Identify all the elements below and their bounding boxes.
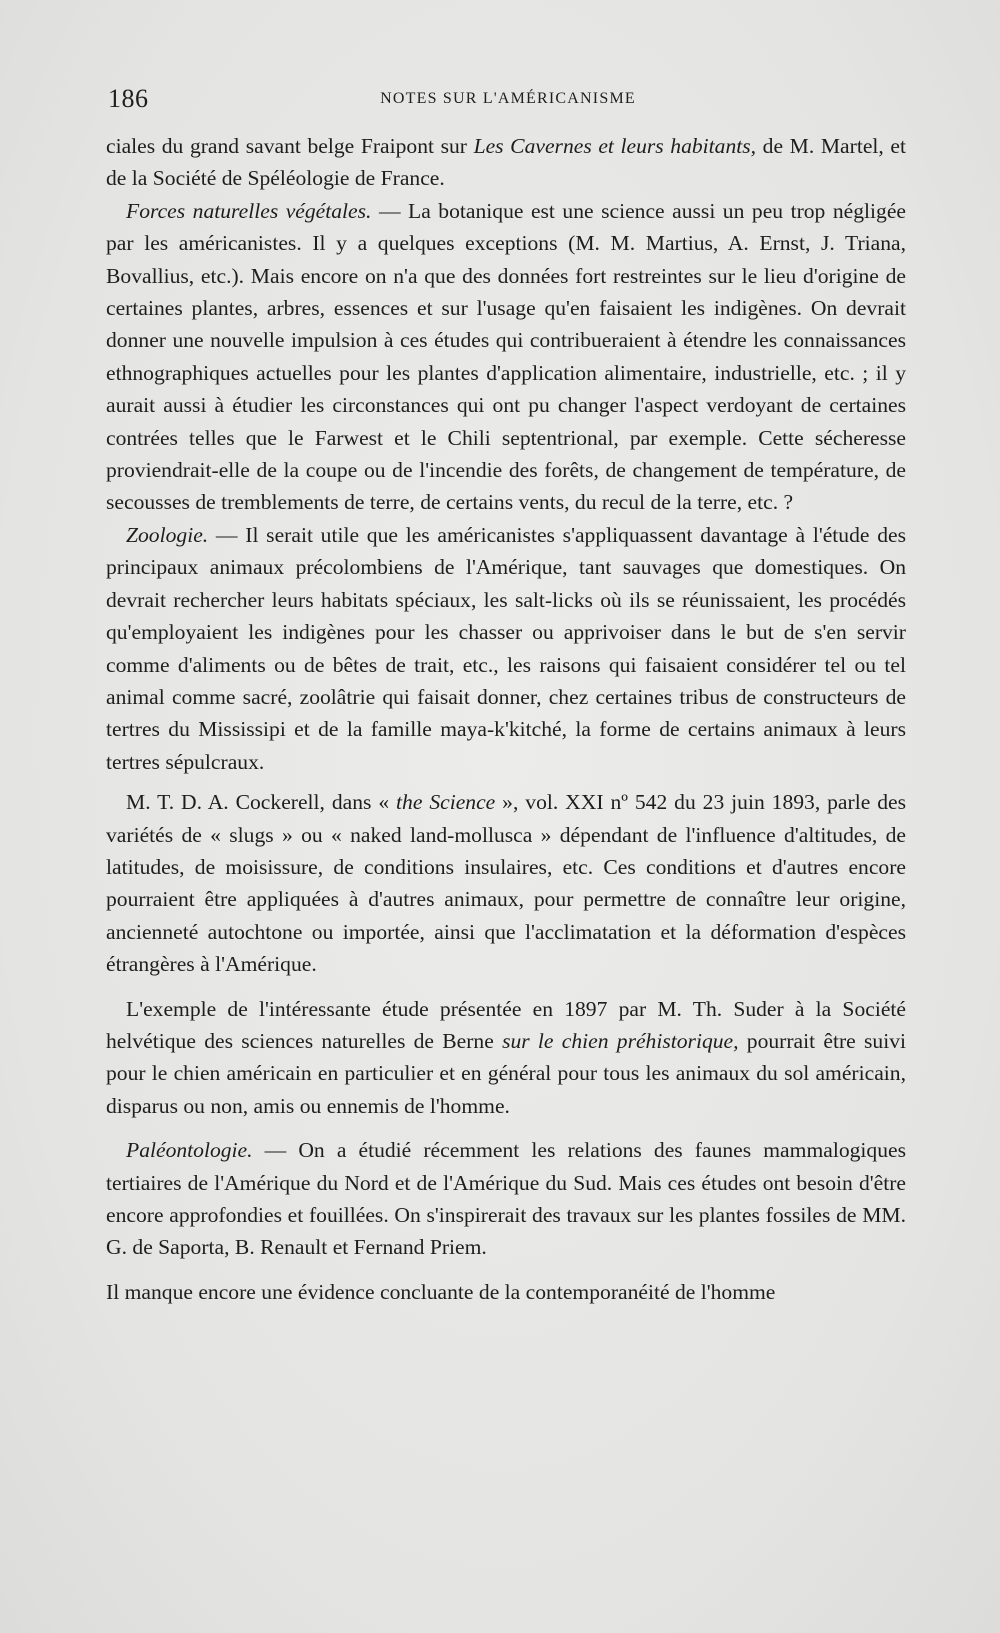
- paragraph-1-italic-title: Les Cavernes et leurs habitants,: [473, 134, 757, 158]
- paragraph-cockerell-text: M. T. D. A. Cockerell, dans «: [126, 790, 397, 815]
- paragraph-cockerell-text-after: », vol. XXI nº 542 du 23 juin 1893, parle des variétés de « slugs » ou « naked land-mollusca » dépendant de l'influence d'altitudes, de latitudes, de moisissure, de conditions insulaires, etc. Ces conditions et d'autres encore pourraient être appliquées à d'autres animaux, pour permettre de connaître leur origine, ancienneté autochtone ou importée, ainsi que l'acclimatation et la déformation d'espèces étrangères à l'Amérique.: [106, 790, 906, 977]
- page-body: [106, 130, 906, 1308]
- paragraph-cockerell-journal: the Science: [396, 790, 496, 815]
- section-heading-paleontologie: Paléontologie.: [126, 1138, 253, 1163]
- section-heading-zoologie: Zoologie.: [126, 522, 209, 547]
- paragraph-suder-text: L'exemple de l'intéressante étude présentée en 1897 par M. Th. Suder à la Société helvétique des sciences naturelles de Berne: [106, 996, 906, 1053]
- paragraph-suder: [106, 993, 906, 1123]
- paragraph-forces-vegetales-text: — La botanique est une science aussi un peu trop négligée par les américanistes. Il y a quelques exceptions (M. M. Martius, A. Ernst, J. Triana, Bovallius, etc.). Mais encore on n'a que des données fort restreintes sur le lieu d'origine de certaines plantes, arbres, essences et sur l'usage qu'en faisaient les indigènes. On devrait donner une nouvelle impulsion à ces études qui contribueraient à étendre les connaissances ethnographiques actuelles pour les plantes d'application alimentaire, industrielle, etc. ; il y aurait aussi à étudier les circonstances qui ont pu changer l'aspect verdoyant de certaines contrées telles que le Farwest et le Chili septentrional, par exemple. Cette sécheresse proviendrait-elle de la coupe ou de l'incendie des forêts, de changement de température, de secousses de tremblements de terre, de certains vents, du recul de la terre, etc. ?: [106, 198, 906, 515]
- paragraph-zoologie: [106, 519, 906, 778]
- running-title: NOTES SUR L'AMÉRICANISME: [380, 90, 636, 107]
- paragraph-forces-vegetales: [106, 195, 906, 519]
- section-heading-forces-vegetales: Forces naturelles végétales.: [126, 198, 372, 223]
- paragraph-paleontologie: [106, 1134, 906, 1264]
- paragraph-1-text: ciales du grand savant belge Fraipont sur: [106, 134, 474, 158]
- paragraph-1-text-after: de M. Martel, et de la Société de Spéléologie de France.: [106, 134, 906, 191]
- paragraph-paleontologie-text: — On a étudié récemment les relations des faunes mammalogiques tertiaires de l'Amérique du Nord et de l'Amérique du Sud. Mais ces études ont besoin d'être encore approfondies et fouillées. On s'inspirerait des travaux sur les plantes fossiles de MM. G. de Saporta, B. Renault et Fernand Priem.: [106, 1138, 906, 1260]
- paragraph-1: [106, 130, 906, 195]
- page-header: [108, 84, 908, 118]
- paragraph-suder-title: sur le chien préhistorique,: [502, 1028, 739, 1053]
- paragraph-cockerell: [106, 786, 906, 980]
- paragraph-last: [106, 1276, 906, 1308]
- paragraph-suder-text-after: pourrait être suivi pour le chien américain en particulier et en général pour tous les animaux du sol américain, disparus ou non, amis ou ennemis de l'homme.: [106, 1028, 906, 1118]
- paragraph-zoologie-text: — Il serait utile que les américanistes s'appliquassent davantage à l'étude des principaux animaux précolombiens de l'Amérique, tant sauvages que domestiques. On devrait rechercher leurs habitats spéciaux, les salt-licks où ils se réunissaient, les procédés qu'employaient les indigènes pour les chasser ou apprivoiser dans le but de s'en servir comme d'aliments ou de bêtes de trait, etc., les raisons qui faisaient considérer tel ou tel animal comme sacré, zoolâtrie qui faisait donner, chez certaines tribus de constructeurs de tertres du Mississipi et de la famille maya-k'kitché, la forme de certains animaux à leurs tertres sépulcraux.: [106, 522, 906, 774]
- page-number: 186: [108, 84, 149, 113]
- paragraph-last-text: Il manque encore une évidence concluante de la contemporanéité de l'homme: [106, 1279, 776, 1304]
